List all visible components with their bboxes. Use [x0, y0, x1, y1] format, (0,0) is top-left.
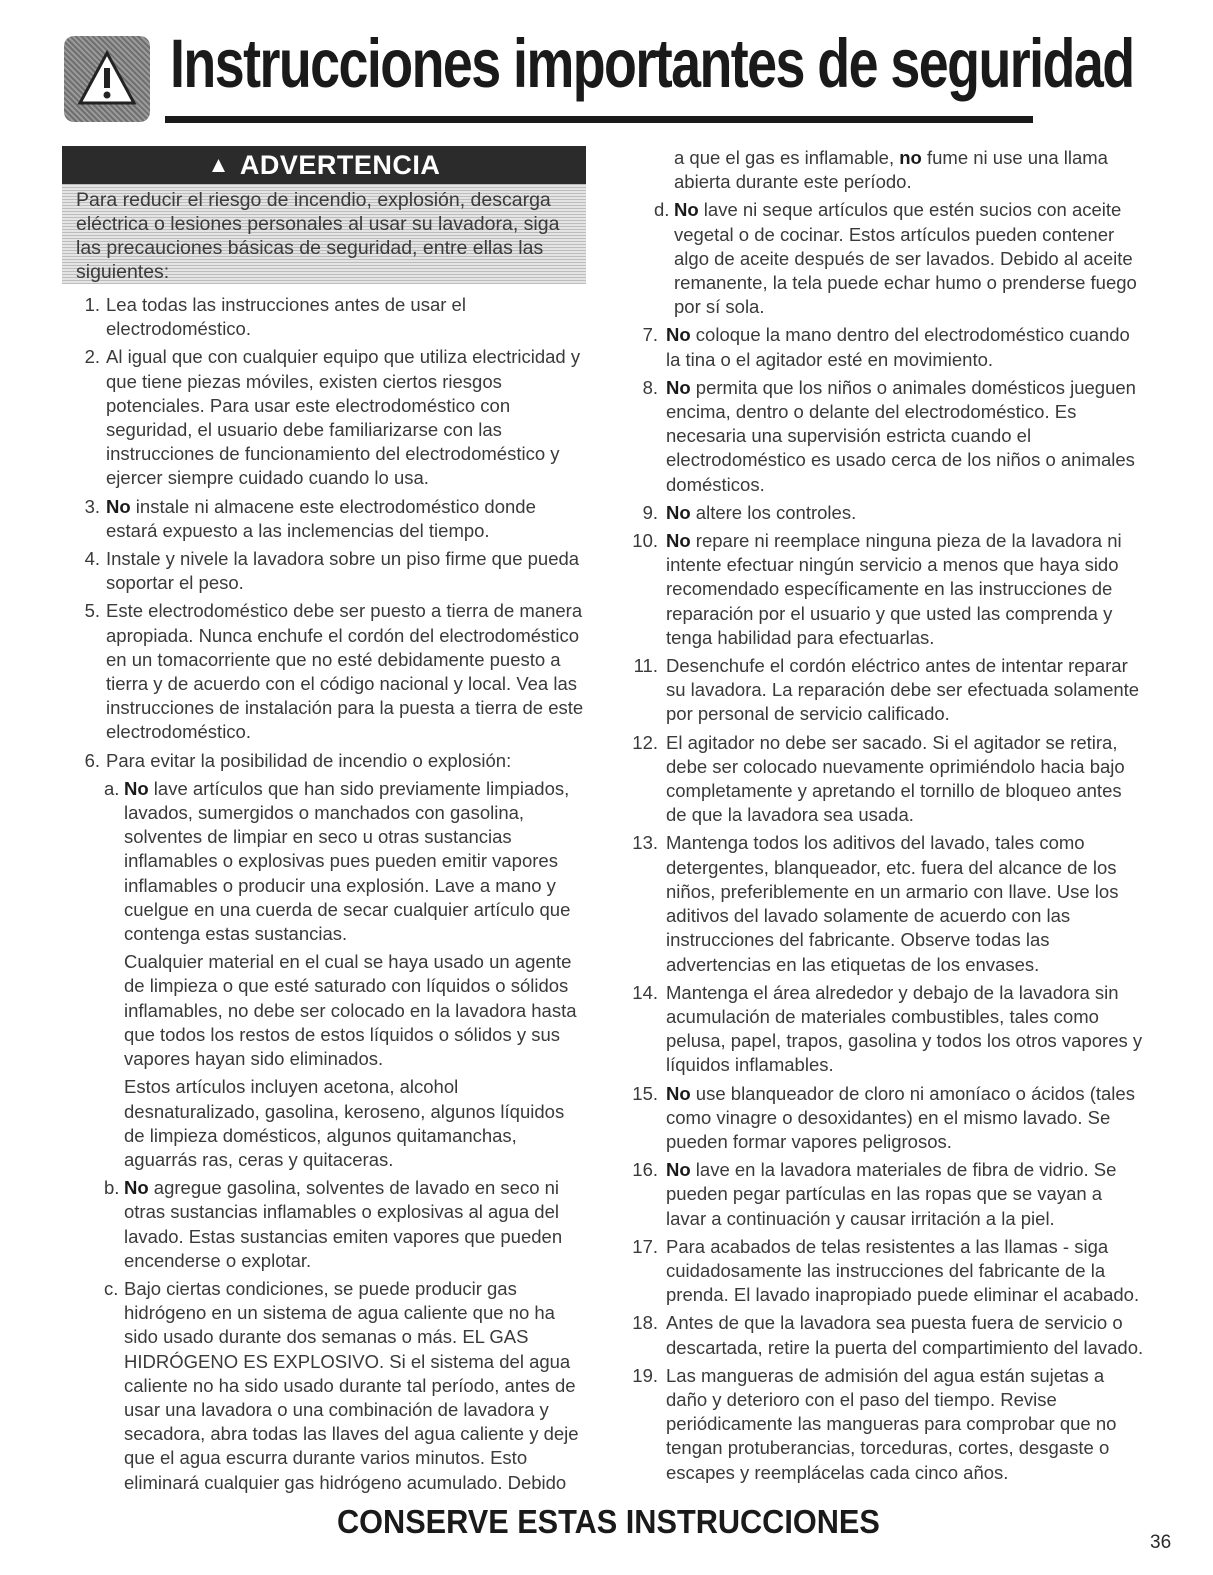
- list-item: [632, 1364, 1147, 1485]
- list-item: [632, 731, 1147, 828]
- item-text: altere los controles.: [690, 501, 857, 523]
- sub-item: [76, 1176, 584, 1273]
- sub-item-letter: a.: [104, 777, 120, 799]
- sub-item-paragraph: Estos artículos incluyen acetona, alcohol desnaturalizado, gasolina, keroseno, algunos líquidos de limpieza domésticos, algunos quitamanchas, aguarrás ras, ceras y quitaceras.: [124, 1076, 565, 1170]
- item-text: El agitador no debe ser sacado. Si el agitador se retira, debe ser colocado nuevamente oprimiéndolo hacia bajo completamente y apretando el tornillo de bloqueo antes de que la lavadora sea usada.: [666, 731, 1125, 826]
- item-emphasis: No: [666, 1082, 691, 1104]
- item-text: Para acabados de telas resistentes a las llamas - siga cuidadosamente las instrucciones del fabricante de la prenda. El lavado inapropiado puede eliminar el acabado.: [666, 1235, 1140, 1306]
- item-emphasis: No: [666, 501, 691, 523]
- sub-item-paragraph: Cualquier material en el cual se haya usado un agente de limpieza o que esté saturado con líquidos o sólidos inflamables, no debe ser colocado en la lavadora hasta que todos los restos de estos líquidos o sólidos y sus vapores hayan sido eliminados.: [124, 951, 577, 1070]
- item-number: 14.: [632, 981, 658, 1003]
- item-number: 4.: [84, 548, 100, 570]
- page-title: Instrucciones importantes de seguridad: [170, 25, 1134, 102]
- sub-item-text: lave ni seque artículos que estén sucios con aceite vegetal o de cocinar. Estos artículos pueden contener algo de aceite después de ser lavados. Debido al aceite remanente, la tela puede echar humo o prenderse fuego por sí sola.: [674, 199, 1137, 318]
- sub-item-text: agregue gasolina, solventes de lavado en seco ni otras sustancias inflamables o explosivas al agua del lavado. Estas sustancias emiten vapores que pueden encenderse o explotar.: [124, 1177, 563, 1271]
- item-emphasis: No: [124, 777, 149, 799]
- list-item: [76, 495, 584, 543]
- item-number: 3.: [84, 495, 100, 517]
- warning-heading: ADVERTENCIA: [239, 149, 441, 180]
- item-text: coloque la mano dentro del electrodoméstico cuando la tina o el agitador esté en movimiento.: [666, 324, 1130, 370]
- item-text: Este electrodoméstico debe ser puesto a tierra de manera apropiada. Nunca enchufe el cordón del electrodoméstico en un tomacorriente que no esté debidamente puesto a tierra y de acuerdo con el código nacional y local. Vea las instrucciones de instalación para la puesta a tierra de este electrodoméstico.: [106, 600, 584, 743]
- list-item: [632, 323, 1147, 371]
- sub-item-text: a que el gas es inflamable,: [674, 147, 900, 168]
- item-text: lave en la lavadora materiales de fibra de vidrio. Se pueden pegar partículas en las ropas que se vayan a lavar a continuación y causar irritación a la piel.: [666, 1159, 1117, 1229]
- item-number: 8.: [642, 376, 658, 398]
- item-number: 12.: [632, 731, 658, 753]
- list-item: [632, 529, 1147, 650]
- list-item: [632, 1235, 1147, 1308]
- title-underline: [165, 116, 1033, 123]
- list-item: [76, 547, 584, 595]
- item-emphasis: No: [666, 376, 691, 398]
- right-column: [632, 146, 1147, 1489]
- item-number: 1.: [84, 294, 100, 315]
- item-emphasis: No: [106, 495, 131, 517]
- item-text: Desenchufe el cordón eléctrico antes de intentar reparar su lavadora. La reparación debe ser efectuada solamente por personal de servicio calificado.: [666, 655, 1140, 725]
- sub-item-text: lave artículos que han sido previamente limpiados, lavados, sumergidos o manchados con gasolina, solventes de limpiar en seco u otras sustancias inflamables o explosivas pues pueden emitir vapores inflamables o producir una explosión. Lave a mano y cuelgue en una cuerda de secar cualquier artículo que contenga estas sustancias.: [124, 777, 571, 945]
- sub-item-letter: b.: [104, 1177, 120, 1199]
- warning-header: [62, 146, 586, 184]
- sub-item: [76, 777, 584, 946]
- item-text: Al igual que con cualquier equipo que utiliza electricidad y que tiene piezas móviles, existen ciertos riesgos potenciales. Para usar este electrodoméstico con seguridad, el usuario debe familiarizarse con las instrucciones de funcionamiento del electrodoméstico y ejercer siempre cuidado cuando lo usa.: [106, 346, 581, 489]
- item-text: Lea todas las instrucciones antes de usar el electrodoméstico.: [106, 294, 466, 340]
- item-emphasis: No: [124, 1177, 149, 1199]
- item-text: Las mangueras de admisión del agua están sujetas a daño y deterioro con el paso del tiempo. Revise periódicamente las mangueras para comprobar que no tengan protuberancias, torceduras, cortes, desgaste o escapes y reemplácelas cada cinco años.: [666, 1364, 1117, 1483]
- warning-triangle-icon: [76, 48, 138, 110]
- safety-alert-icon: [64, 36, 150, 122]
- item-text: repare ni reemplace ninguna pieza de la lavadora ni intente efectuar ningún servicio a menos que haya sido recomendado específicamente en las instrucciones de reparación por el usuario y que usted las comprenda y tenga habilidad para efectuarlas.: [666, 530, 1122, 648]
- item-number: 5.: [84, 600, 100, 622]
- item-text: use blanqueador de cloro ni amoníaco o ácidos (tales como vinagre o desoxidantes) en el mismo lavado. Se pueden formar vapores peligrosos.: [666, 1082, 1135, 1152]
- sub-item-letter: c.: [104, 1277, 119, 1299]
- item-text: Para evitar la posibilidad de incendio o explosión:: [106, 749, 512, 771]
- warning-text: Para reducir el riesgo de incendio, explosión, descarga eléctrica o lesiones personales al usar su lavadora, siga las precauciones básicas de seguridad, entre ellas las siguientes:: [62, 184, 586, 284]
- list-item: [76, 599, 584, 744]
- item-emphasis: no: [899, 147, 922, 168]
- item-emphasis: No: [666, 324, 691, 346]
- item-text: Mantenga todos los aditivos del lavado, tales como detergentes, blanqueador, etc. fuera del alcance de los niños, preferiblemente en un armario con llave. Use los aditivos del lavado solamente de acuerdo con las instrucciones del fabricante. Observe todas las advertencias en las etiquetas de los envases.: [666, 832, 1119, 975]
- list-item: [76, 749, 584, 773]
- sub-item: [76, 1277, 584, 1495]
- item-number: 15.: [632, 1082, 658, 1104]
- item-number: 17.: [632, 1235, 658, 1257]
- page-number: 36: [1150, 1532, 1172, 1553]
- item-number: 16.: [632, 1159, 658, 1181]
- item-emphasis: No: [666, 530, 691, 552]
- item-number: 2.: [84, 346, 100, 368]
- list-item: [632, 501, 1147, 525]
- warning-box: [62, 146, 586, 284]
- left-column: [76, 293, 584, 1499]
- list-item: [632, 1082, 1147, 1155]
- list-item: [76, 345, 584, 490]
- list-item: [632, 376, 1147, 497]
- sub-item-text: fume ni use una llama abierta durante este período.: [674, 147, 1108, 193]
- sub-item-continuation: [632, 146, 1147, 194]
- item-number: 19.: [632, 1364, 658, 1386]
- item-text: Antes de que la lavadora sea puesta fuera de servicio o descartada, retire la puerta del compartimiento del lavado.: [666, 1312, 1144, 1358]
- item-number: 11.: [633, 655, 658, 677]
- item-number: 6.: [84, 749, 100, 771]
- warning-triangle-icon: ▲: [207, 152, 230, 177]
- footer-banner: CONSERVE ESTAS INSTRUCCIONES: [337, 1503, 880, 1540]
- item-text: permita que los niños o animales domésticos jueguen encima, dentro o delante del electrodoméstico. Es necesaria una supervisión estricta cuando el electrodoméstico es usado cerca de los niños o animales domésticos.: [666, 376, 1136, 495]
- list-item: [632, 1158, 1147, 1231]
- item-number: 9.: [642, 501, 658, 523]
- item-emphasis: No: [666, 1159, 691, 1181]
- item-number: 13.: [632, 832, 658, 854]
- item-text: Mantenga el área alrededor y debajo de la lavadora sin acumulación de materiales combustibles, tales como pelusa, papel, trapos, gasolina y todos los otros vapores y líquidos inflamables.: [666, 981, 1143, 1076]
- item-number: 18.: [632, 1312, 658, 1334]
- list-item: [632, 831, 1147, 976]
- item-text: Instale y nivele la lavadora sobre un piso firme que pueda soportar el peso.: [106, 548, 580, 594]
- sub-item-text: Bajo ciertas condiciones, se puede producir gas hidrógeno en un sistema de agua caliente que no ha sido usado durante dos semanas o más. EL GAS HIDRÓGENO ES EXPLOSIVO. Si el sistema del agua caliente no ha sido usado durante tal período, antes de usar una lavadora o una combinación de lavadora y secadora, abra todas las llaves del agua caliente y deje que el agua escurra durante varios minutos. Esto eliminará cualquier gas hidrógeno acumulado. Debido: [124, 1277, 579, 1493]
- list-item: [76, 293, 584, 341]
- list-item: [632, 654, 1147, 727]
- list-item: [632, 981, 1147, 1078]
- sub-item-letter: d.: [654, 199, 670, 221]
- item-text: instale ni almacene este electrodoméstico donde estará expuesto a las inclemencias del tiempo.: [106, 495, 536, 541]
- item-emphasis: No: [674, 199, 699, 221]
- sub-item: [632, 198, 1147, 319]
- list-item: [632, 1311, 1147, 1359]
- item-number: 10.: [632, 530, 658, 552]
- item-number: 7.: [642, 324, 658, 346]
